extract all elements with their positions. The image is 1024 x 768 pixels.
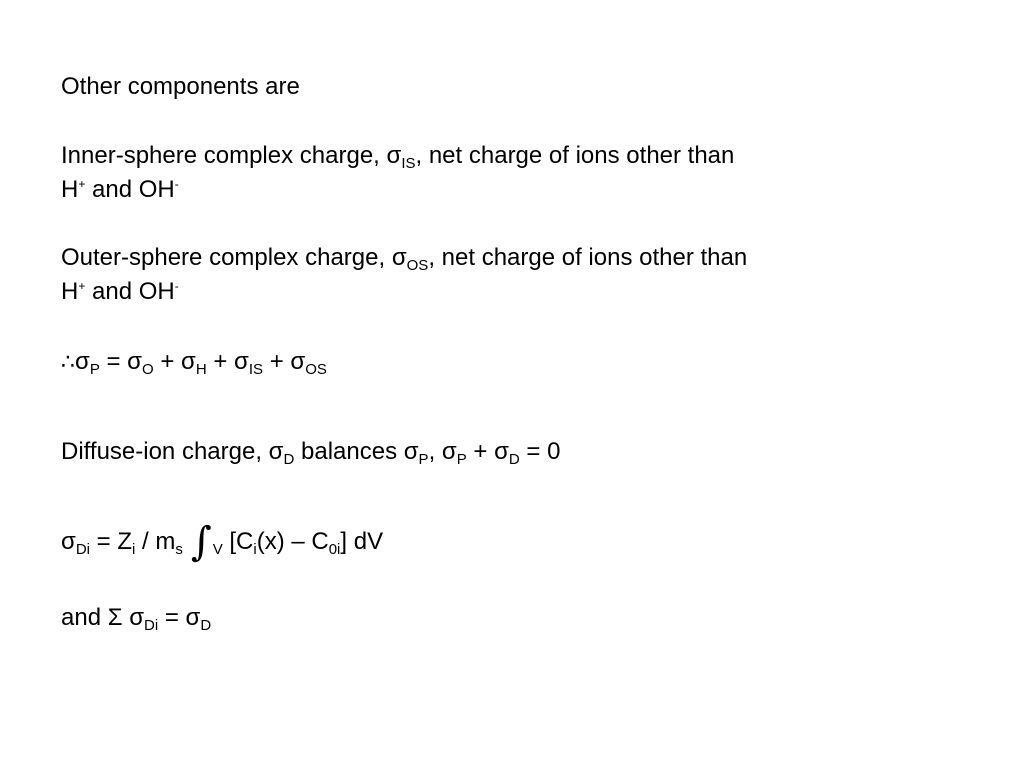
equation-part: = Z [89,528,132,555]
integral-equation: $\sigma_{Di} = Z_i / m_s$ $\int_V$ $[C_i(x) - C_{0i}]$ dV [61,519,384,565]
equation-part: + σ [206,348,249,375]
equation-part: + σ [263,348,306,375]
inner-sphere-rest: , net charge of ions other than [415,142,735,169]
equation-part: ] dV [340,528,384,555]
inner-sphere-line-2 [61,176,179,204]
sigma-symbol: σ [61,528,76,555]
diffuse-ion-line [61,438,560,466]
subscript: O [142,361,154,378]
subscript: IS [248,361,264,378]
subscript: Di [144,617,159,634]
subscript: D [508,451,520,468]
hydrogen-ion: H [61,278,79,305]
subscript: i [132,541,136,558]
hydrogen-charge: + [78,177,86,191]
subscript: P [456,451,467,468]
hydroxide-charge: - [174,279,179,293]
and-hydroxide: and OH [85,176,175,203]
inner-sphere-line-1 [61,142,734,170]
subscript: P [418,451,429,468]
diffuse-mid: balances σ [294,438,419,465]
sigma-symbol: σ [75,348,90,375]
sigma-os-subscript: OS [406,257,429,274]
diffuse-end: = 0 [519,438,561,465]
intro-text: Other components are [61,73,300,100]
hydroxide-charge: - [174,177,179,191]
diffuse-comma: , σ [428,438,457,465]
sum-lead: and Σ σ [61,604,145,631]
subscript: Di [75,541,90,558]
diffuse-lead: Diffuse-ion charge, σ [61,438,284,465]
equation-part: + σ [153,348,196,375]
slide-content [61,0,961,768]
charge-balance-equation [61,348,327,377]
equation-part: / m [135,528,176,555]
outer-sphere-line-2 [61,278,179,306]
inner-sphere-lead: Inner-sphere complex charge, σ [61,142,402,169]
subscript: i [253,541,257,558]
outer-sphere-lead: Outer-sphere complex charge, σ [61,244,407,271]
therefore-symbol: ∴ [61,350,75,375]
diffuse-plus: + σ [466,438,509,465]
sigma-is-subscript: IS [401,155,416,172]
subscript: OS [305,361,327,378]
subscript: V [212,541,223,558]
subscript: H [195,361,207,378]
subscript: P [89,361,100,378]
equation-part: (x) – C [256,528,329,555]
sum-equation [61,604,211,632]
equation-part: [C [222,528,254,555]
hydrogen-charge: + [78,279,86,293]
subscript: D [200,617,212,634]
equation-part: = σ [158,604,201,631]
and-hydroxide: and OH [85,278,175,305]
outer-sphere-line-1 [61,244,747,272]
subscript: s [175,541,183,558]
subscript: 0i [328,541,341,558]
outer-sphere-rest: , net charge of ions other than [428,244,748,271]
hydrogen-ion: H [61,176,79,203]
equation-part: = σ [99,348,142,375]
subscript: D [283,451,295,468]
